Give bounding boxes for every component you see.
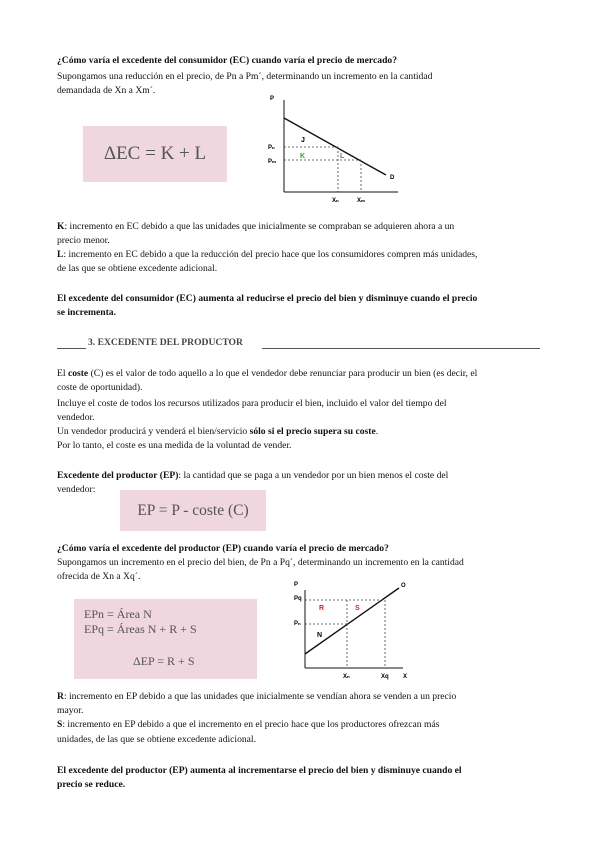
ep-formulas-box bbox=[74, 599, 257, 679]
ep-r-text: : incremento en EP debido a que las unidades que inicialmente se vendían ahora se venden a un precio bbox=[63, 691, 457, 702]
ec-question: ¿Cómo varía el excedente del consumidor (EC) cuando varía el precio de mercado? bbox=[57, 55, 398, 66]
ep-s-label: S bbox=[57, 719, 63, 730]
ep-label-pn: Pₙ bbox=[294, 621, 301, 627]
ep-conclusion-line2: precio se reduce. bbox=[57, 779, 126, 790]
ep-r-line2: mayor. bbox=[57, 705, 84, 716]
ep-curve-o: O bbox=[401, 583, 406, 589]
coste-l1-a: El bbox=[57, 368, 68, 379]
ep-axis-x: X bbox=[403, 674, 408, 680]
coste-l5-a: Un vendedor producirá y venderá el bien/servicio bbox=[57, 426, 250, 437]
coste-l1-c: (C) es el valor de todo aquello a lo que el vendedor debe renunciar para producir un bien (es decir, el bbox=[88, 368, 478, 379]
ep-formula-delta: ΔEP = R + S bbox=[133, 654, 195, 668]
ec-l-label: L bbox=[57, 249, 64, 260]
ec-area-j: J bbox=[301, 137, 305, 144]
ep-def-line1 bbox=[57, 469, 448, 484]
ec-l-line1 bbox=[57, 248, 477, 263]
ep-r-line1 bbox=[57, 690, 456, 705]
ep-question: ¿Cómo varía el excedente del productor (EP) cuando varía el precio de mercado? bbox=[57, 543, 389, 554]
section3-heading: 3. EXCEDENTE DEL PRODUCTOR bbox=[88, 337, 243, 348]
ep-formula-q: EPq = Áreas N + R + S bbox=[84, 622, 197, 636]
coste-line2: coste de oportunidad). bbox=[57, 382, 143, 393]
ep-formula: EP = P - coste (C) bbox=[137, 501, 249, 519]
ec-k-label: K bbox=[57, 221, 65, 232]
ep-s-line2: unidades, de las que se obtiene excedente adicional. bbox=[57, 734, 256, 745]
ep-s-text: : incremento en EP debido a que el incremento en el precio hace que los productores ofrezcan más bbox=[62, 719, 440, 730]
ep-conclusion-line1: El excedente del productor (EP) aumenta al incrementarse el precio del bien y disminuye cuando el bbox=[57, 765, 462, 776]
coste-line3: Incluye el coste de todos los recursos utilizados para producir el bien, incluido el valor del tiempo del bbox=[57, 398, 447, 409]
ec-area-l: L bbox=[340, 153, 345, 160]
ep-intro-line1: Supongamos un incremento en el precio del bien, de Pn a Pq´, determinando un incremento en la cantidad bbox=[57, 557, 464, 568]
ec-formula: ΔEC = K + L bbox=[103, 143, 207, 164]
ec-l-line2: de las que se obtiene excedente adicional. bbox=[57, 263, 218, 274]
ep-formula-n: EPn = Área N bbox=[84, 607, 152, 621]
ep-axis-p: P bbox=[294, 582, 299, 588]
ep-label-xq: Xq bbox=[381, 674, 389, 680]
coste-l5-bold: sólo si el precio supera su coste bbox=[249, 426, 376, 437]
coste-term: coste bbox=[67, 368, 89, 379]
ec-l-text: : incremento en EC debido a que la reducción del precio hace que los consumidores compren más unidades, bbox=[63, 249, 478, 260]
ep-r-label: R bbox=[57, 691, 64, 702]
coste-line6: Por lo tanto, el coste es una medida de la voluntad de vender. bbox=[57, 440, 292, 451]
ec-label-xn: Xₙ bbox=[332, 198, 339, 204]
ep-supply-graph bbox=[285, 578, 415, 684]
ep-area-n: N bbox=[317, 632, 323, 639]
heading-rule-right bbox=[262, 348, 540, 349]
ec-label-pm: Pₘ bbox=[268, 159, 276, 165]
coste-line1 bbox=[57, 367, 477, 382]
ec-intro-line1: Supongamos una reducción en el precio, de Pn a Pm´, determinando un incremento en la cantidad bbox=[57, 71, 433, 82]
coste-l5-c: . bbox=[375, 426, 379, 437]
ep-intro-line2: ofrecida de Xn a Xq´. bbox=[57, 571, 141, 582]
ec-conclusion-line2: se incrementa. bbox=[57, 307, 116, 318]
ep-def-line2: vendedor: bbox=[57, 484, 96, 495]
ec-label-pn: Pₙ bbox=[268, 145, 275, 151]
ec-formula-box bbox=[83, 126, 227, 182]
ec-k-line2: precio menor. bbox=[57, 235, 110, 246]
coste-line4: vendedor. bbox=[57, 412, 95, 423]
ep-area-s: S bbox=[355, 605, 360, 612]
ep-area-r: R bbox=[319, 605, 325, 612]
ep-label-pq: Pq bbox=[294, 596, 302, 602]
ep-s-line1 bbox=[57, 718, 439, 733]
ep-label-xn: Xₙ bbox=[343, 674, 350, 680]
ec-demand-graph bbox=[258, 92, 408, 204]
ec-intro-line2: demandada de Xn a Xm´. bbox=[57, 85, 156, 96]
ep-formula-box bbox=[120, 490, 266, 531]
ec-curve-d: D bbox=[390, 175, 395, 181]
heading-rule-left bbox=[57, 348, 86, 349]
ec-k-text: : incremento en EC debido a que las unidades que inicialmente se compraban se adquieren ahora a un bbox=[64, 221, 455, 232]
ec-area-k: K bbox=[300, 153, 306, 160]
ec-k-line1 bbox=[57, 220, 454, 235]
ec-axis-p: P bbox=[270, 96, 275, 102]
ep-def-term: Excedente del productor (EP) bbox=[57, 470, 179, 481]
ec-label-xm: Xₘ bbox=[357, 198, 365, 204]
coste-line5 bbox=[57, 425, 378, 440]
ec-conclusion-line1: El excedente del consumidor (EC) aumenta al reducirse el precio del bien y disminuye cuando el precio bbox=[57, 293, 478, 304]
ep-def-text: : la cantidad que se paga a un vendedor por un bien menos el coste del bbox=[178, 470, 449, 481]
